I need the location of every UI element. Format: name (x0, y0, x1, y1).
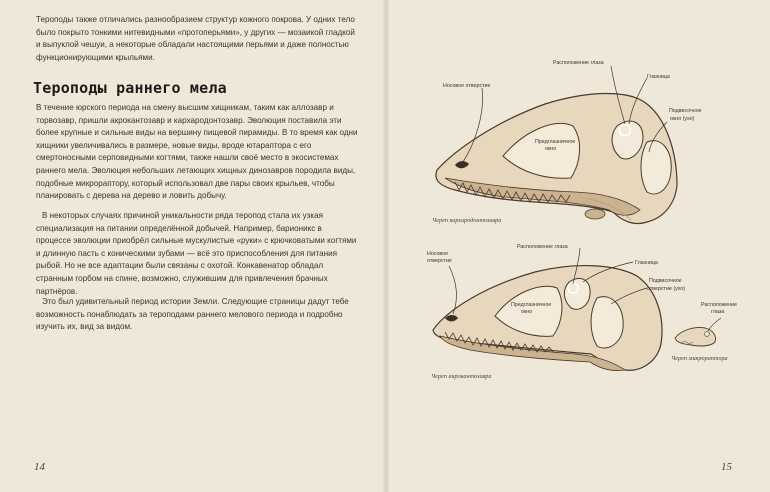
skull-illustrations (385, 0, 770, 492)
skull-2-label-preorbital-1: Предглазничное (511, 302, 552, 308)
body-paragraph-2: В некоторых случаях причиной уникальности ряда теропод стала их узкая специализация на питании определённой добычей. Например, барионикс в процессе эволюции приобрёл сильные мускулистые «руки» с крючковатыми когтями и длинную пасть с коническими зубами — всё это приспособления для питания рыбой. Но не все адаптации были связаны с охотой. Конкавенатор обладал странным горбом на спине, возможно, служившим для привлечения брачных партнёров. (36, 211, 357, 296)
skull-3-label-eye-position-1: Расположение (701, 302, 738, 308)
skull-1-label-subtemporal-1: Подвисочное (669, 108, 702, 114)
acrocanthosaurus-skull (427, 244, 685, 380)
microraptor-skull (671, 302, 737, 362)
body-paragraph-3: Это был удивительный период истории Земли. Следующие страницы дадут тебе возможность понаблюдать за тероподами раннего мелового периода и подробно изучить их, вид за видом. (36, 297, 349, 332)
skull-2-label-orbit: Глазница (635, 260, 658, 266)
skull-1-label-nasal: Носовое отверстие (443, 83, 491, 89)
skull-2-label-subtemporal-1: Подвисочное (649, 278, 682, 284)
skull-3-caption: Череп микрораптора (671, 355, 728, 362)
page-number-left: 14 (34, 461, 45, 473)
skull-2-orbit (564, 278, 590, 309)
skull-2-label-nasal-2: отверстие (427, 258, 452, 264)
skull-1-label-preorbital-2: окно (545, 146, 557, 152)
skull-1-label-subtemporal-2: окно (ухо) (670, 116, 695, 122)
skull-2-caption: Череп акрокантозавра (431, 373, 492, 380)
page-number-right: 15 (721, 461, 732, 473)
skull-1-label-orbit: Глазница (647, 74, 670, 80)
intro-paragraph: Тероподы также отличались разнообразием структур кожного покрова. У одних тело было покрыто тонкими нитевидными «протоперьями», у других — мозаикой гладкой и выпуклой чешуи, а некоторые обладали настоящими перьями и даже полностью функционирующими крыльями. (36, 15, 355, 62)
skull-2-label-eye-position: Расположение глаза (517, 244, 568, 250)
skull-2-label-preorbital-2: окно (521, 309, 533, 315)
skull-3-label-eye-position-2: глаза (711, 309, 725, 315)
carcharodontosaurus-skull (432, 60, 702, 224)
skull-1-subtemporal-window (641, 141, 671, 194)
section-heading: Тероподы раннего мела (33, 79, 227, 97)
skull-1-label-preorbital-1: Предглазничное (535, 139, 576, 145)
skull-2-label-subtemporal-2: отверстие (ухо) (647, 286, 686, 292)
skull-1-caption: Череп кархародонтозавра (432, 217, 502, 224)
body-paragraph-1: В течение юрского периода на смену высшим хищникам, таким как аллозавр и торвозавр, пришли акрокантозавр и кархародонтозавр. Эволюция поставила эти более крупные и сильные виды на вершину пищевой пирамиды. В то время как одни хищники увеличивались в размере, новые виды, вроде ютараптора с его смертоносными серповидными когтями, также нашли своё место в экосистемах раннего мела. Эволюция небольших летающих хищных динозавров породила виды, подобные микрораптору, который использовал две пары своих крыльев, чтобы планировать с дерева на дерево и ловить добычу. (36, 103, 358, 201)
skull-3-eye-marker (705, 332, 710, 337)
skull-2-label-nasal-1: Носовое (427, 251, 449, 257)
skull-1-label-eye-position: Расположение глаза (553, 60, 604, 66)
